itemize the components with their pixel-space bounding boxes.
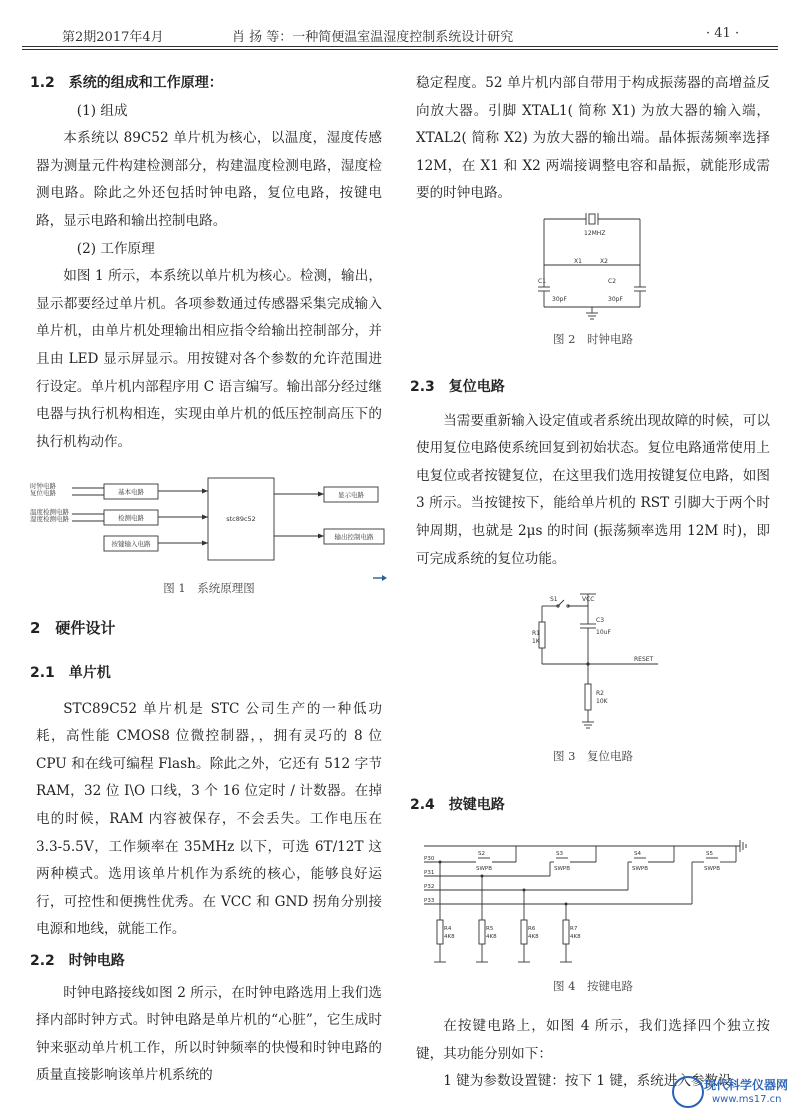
fig4-r6-label: R6 bbox=[528, 926, 536, 932]
fig4-switch-type-4: SWPB bbox=[704, 866, 721, 872]
right-column bbox=[416, 70, 770, 208]
running-title: 肖 扬 等：一种简便温室温湿度控制系统设计研究 bbox=[232, 30, 514, 45]
fig4-r7-label: R7 bbox=[570, 926, 578, 932]
fig1-box-detect-label: 检测电路 bbox=[118, 514, 144, 522]
fig2-c1-label: C1 bbox=[538, 278, 547, 285]
fig3-r1-value: 1K bbox=[532, 638, 540, 645]
paragraph-keys: 在按键电路上，如图 4 所示，我们选择四个独立按键，其功能分别如下： bbox=[416, 1018, 770, 1062]
fig1-box-output-label: 输出控制电路 bbox=[334, 533, 374, 541]
fig4-port-p33: P33 bbox=[424, 898, 435, 904]
figure-2-clock-circuit bbox=[536, 205, 654, 323]
fig4-port-p30: P30 bbox=[424, 856, 435, 862]
fig4-r5-label: R5 bbox=[486, 926, 494, 932]
fig4-port-p32: P32 bbox=[424, 884, 435, 890]
fig3-r2-value: 10K bbox=[596, 698, 608, 705]
paragraph-principle: 如图 1 所示，本系统以单片机为核心。检测，输出，显示都要经过单片机。各项参数通过传感器采集完成输入单片机，由单片机处理输出相应指令给输出控制部分，并且由 LED 显示屏显示。用按键对各个参数的允许范围进行设定。单片机内部程序用 C 语言编写。输出部分经过继电器与执行机构相连，实现由单片机的低压控制高压下的执行机构动作。 bbox=[36, 268, 382, 450]
fig3-r2-label: R2 bbox=[596, 690, 604, 697]
right-column-s24 bbox=[410, 792, 770, 820]
left-column-lower bbox=[30, 615, 382, 643]
figure-2-caption: 图 2 时钟电路 bbox=[553, 332, 633, 346]
left-column bbox=[30, 70, 382, 456]
globe-icon bbox=[672, 1076, 704, 1108]
fig1-mcu-label: stc89c52 bbox=[226, 515, 256, 523]
fig4-r4-value: 4K8 bbox=[444, 934, 455, 940]
fig3-reset-label: RESET bbox=[634, 656, 654, 663]
left-column-bottom bbox=[30, 660, 382, 1090]
resistor-r5-icon bbox=[479, 920, 485, 944]
fig4-switch-s3: S3 bbox=[556, 851, 563, 857]
fig4-switch-s2: S2 bbox=[478, 851, 485, 857]
fig3-s1-label: S1 bbox=[550, 596, 558, 603]
fig3-c3-label: C3 bbox=[596, 617, 605, 624]
paragraph-key-1: 1 键为参数设置键：按下 1 键，系统进入参数设 bbox=[443, 1073, 732, 1090]
figure-3-caption: 图 3 复位电路 bbox=[553, 749, 633, 763]
fig2-x2-label: X2 bbox=[600, 258, 608, 265]
section-2-2-heading: 2.2 时钟电路 bbox=[30, 952, 125, 969]
fig1-label-temp: 温度检测电路 bbox=[30, 508, 69, 516]
fig2-c1-value: 30pF bbox=[552, 296, 567, 303]
header-rule bbox=[22, 46, 778, 47]
fig1-label-clock: 时钟电路 bbox=[30, 482, 56, 490]
resistor-r7-icon bbox=[563, 920, 569, 944]
section-2-1-heading: 2.1 单片机 bbox=[30, 665, 111, 681]
page-number: · 41 · bbox=[706, 26, 740, 41]
right-column-mid bbox=[410, 374, 770, 573]
fig1-box-display-label: 显示电路 bbox=[338, 491, 364, 499]
figure-4-key-circuit bbox=[420, 834, 770, 974]
fig4-port-p31: P31 bbox=[424, 870, 435, 876]
watermark-logo bbox=[672, 1074, 796, 1112]
figure-1-caption: 图 1 系统原理图 bbox=[163, 581, 255, 595]
section-2-heading: 2 硬件设计 bbox=[30, 619, 116, 637]
fig1-label-reset: 复位电路 bbox=[30, 489, 56, 497]
fig2-x1-label: X1 bbox=[574, 258, 582, 265]
watermark-name: 现代科学仪器网 bbox=[704, 1078, 789, 1092]
fig2-xtal-value: 12MHZ bbox=[584, 230, 606, 237]
fig4-switch-s4: S4 bbox=[634, 851, 641, 857]
fig4-switch-s5: S5 bbox=[706, 851, 713, 857]
paragraph-reset: 当需要重新输入设定值或者系统出现故障的时候，可以使用复位电路使系统回复到初始状态。复位电路通常使用上电复位或者按键复位，在这里我们选用按键复位电路，如图 3 所示。当按键按下，能给单片机的 RST 引脚大于两个时钟周期，也就是 2μs 的时间 (振荡频率选用 12M 时)，即可完成系统的复位功能。 bbox=[416, 412, 770, 567]
fig4-switch-type-2: SWPB bbox=[554, 866, 571, 872]
fig4-r4-label: R4 bbox=[444, 926, 452, 932]
paragraph-clock: 时钟电路接线如图 2 所示，在时钟电路选用上我们选择内部时钟方式。时钟电路是单片机的“心脏”，它生成时钟来驱动单片机工作，所以时钟频率的快慢和时钟电路的质量直接影响该单片机系统的 bbox=[36, 984, 382, 1084]
figure-4-caption: 图 4 按键电路 bbox=[553, 979, 633, 993]
arrow-right-icon bbox=[372, 574, 388, 582]
figure-3-reset-circuit bbox=[530, 590, 662, 738]
fig1-box-keys-label: 按键输入电路 bbox=[111, 540, 151, 548]
fig4-r7-value: 4K8 bbox=[570, 934, 581, 940]
section-2-3-heading: 2.3 复位电路 bbox=[410, 379, 505, 395]
fig2-c2-label: C2 bbox=[608, 278, 617, 285]
fig2-c2-value: 30pF bbox=[608, 296, 623, 303]
fig3-c3-value: 10uF bbox=[596, 629, 611, 636]
fig4-switch-type-1: SWPB bbox=[476, 866, 493, 872]
crystal-icon bbox=[589, 214, 595, 224]
fig4-switch-type-3: SWPB bbox=[632, 866, 649, 872]
paragraph-mcu: STC89C52 单片机是 STC 公司生产的一种低功耗，高性能 CMOS8 位微控制器，，拥有灵巧的 8 位 CPU 和在线可编程 Flash。除此之外，它还有 512 字节 RAM，32 位 I\O 口线，3 个 16 位定时 / 计数器。在掉电的时候，RAM 内容被保存，不会丢失。工作电压在 3.3-5.5V，工作频率在 35MHz 以下，可选 6T/12T 这两种模式。选用该单片机作为系统的核心，能够良好运行，可控性和便携性优秀。在 VCC 和 GND 拐角分别接电源和地线，就能工作。 bbox=[36, 700, 382, 938]
fig1-box-basic-label: 基本电路 bbox=[118, 488, 144, 496]
fig4-r6-value: 4K8 bbox=[528, 934, 539, 940]
resistor-r6-icon bbox=[521, 920, 527, 944]
section-2-4-heading: 2.4 按键电路 bbox=[410, 797, 505, 813]
journal-issue: 第2期2017年4月 bbox=[62, 30, 164, 45]
fig1-label-humidity: 湿度检测电路 bbox=[30, 515, 69, 523]
fig3-vcc-label: VCC bbox=[582, 596, 595, 603]
fig4-r5-value: 4K8 bbox=[486, 934, 497, 940]
paragraph-composition: 本系统以 89C52 单片机为核心，以温度，湿度传感器为测量元件构建检测部分，构建温度检测电路，湿度检测电路。除此之外还包括时钟电路，复位电路，按键电路，显示电路和输出控制电路。 bbox=[36, 130, 382, 229]
header-rule-2 bbox=[22, 49, 778, 50]
fig3-r1-label: R1 bbox=[532, 630, 540, 637]
resistor-r4-icon bbox=[437, 920, 443, 944]
subheading-composition: (1) 组成 bbox=[76, 102, 128, 119]
resistor-r2-icon bbox=[585, 684, 591, 710]
section-1-2-heading: 1.2 系统的组成和工作原理： bbox=[30, 75, 223, 91]
watermark-url: www.ms17.cn bbox=[712, 1094, 782, 1105]
subheading-principle: (2) 工作原理 bbox=[76, 240, 155, 257]
paragraph-clock-continued: 稳定程度。52 单片机内部自带用于构成振荡器的高增益反向放大器。引脚 XTAL1( 简称 X1) 为放大器的输入端，XTAL2( 简称 X2) 为放大器的输出端。晶体振荡频率选择 12M，在 X1 和 X2 两端接调整电容和晶振，就能形成需要的时钟电路。 bbox=[416, 75, 770, 202]
figure-1-block-diagram bbox=[28, 474, 400, 566]
